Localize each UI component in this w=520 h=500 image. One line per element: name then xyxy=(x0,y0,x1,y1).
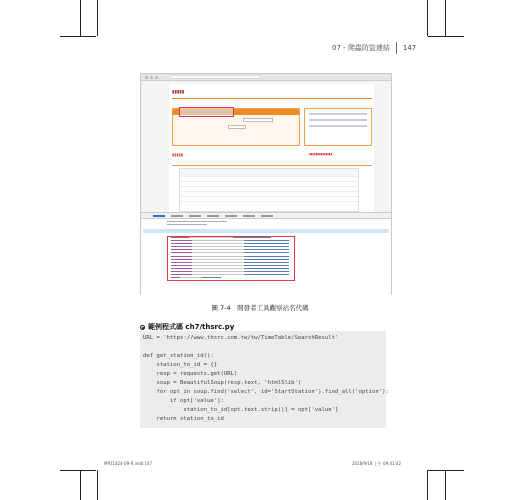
html-line xyxy=(171,259,289,260)
crop-mark xyxy=(80,0,81,36)
crop-mark xyxy=(427,0,428,36)
html-line xyxy=(167,221,227,222)
html-line xyxy=(171,265,289,266)
html-line xyxy=(171,268,289,269)
crop-mark xyxy=(60,36,96,37)
html-line xyxy=(171,262,289,263)
browser-toolbar xyxy=(141,74,391,81)
crop-mark xyxy=(428,36,464,37)
devtools-tab xyxy=(225,215,237,217)
result-link: ▮▮▮▮▮▮▮▮▮▮▮▮▮▮ xyxy=(309,152,333,156)
side-panel xyxy=(304,108,372,146)
address-bar xyxy=(170,75,260,79)
time-field xyxy=(228,125,246,129)
html-line xyxy=(167,224,207,225)
devtools-tab xyxy=(243,215,255,217)
html-line xyxy=(171,274,289,275)
html-line xyxy=(171,249,289,250)
html-tree xyxy=(167,221,227,227)
footer-file-info: MP21824-09-R.indd 147 xyxy=(104,461,153,466)
table-row xyxy=(180,197,358,202)
html-line xyxy=(171,237,271,238)
footer-timestamp: 2018/9/18 上午 09:41:42 xyxy=(352,461,402,466)
html-line xyxy=(171,271,289,272)
figure-caption: 圖 7-4 開發者工具觀察站名代碼 xyxy=(211,304,309,312)
crop-mark xyxy=(97,470,98,500)
crop-mark xyxy=(60,470,96,471)
result-table xyxy=(179,168,359,212)
chapter-title: 07 - 爬蟲防盜連結 xyxy=(332,44,390,52)
option-elements xyxy=(171,237,289,280)
code-line: resp = requests.get(URL) xyxy=(143,371,238,377)
code-line: return station_to_id xyxy=(143,416,224,422)
result-heading: ▮▮▮▮▮ xyxy=(172,152,184,157)
window-control-icon xyxy=(155,76,158,79)
side-panel-line xyxy=(309,113,367,115)
site-heading: ▮▮▮▮▮ xyxy=(172,90,185,95)
devtools-panel xyxy=(141,212,391,295)
site-divider xyxy=(172,98,372,99)
figure-screenshot xyxy=(140,73,392,295)
table-row xyxy=(180,169,358,177)
code-line: station_to_id[opt.text.strip()] = opt['value'] xyxy=(143,407,339,413)
html-line xyxy=(171,256,289,257)
html-line xyxy=(171,246,289,247)
website-view xyxy=(169,84,374,214)
disc-bullet-icon xyxy=(140,325,145,330)
side-panel-line xyxy=(309,119,367,121)
html-line xyxy=(171,240,289,241)
date-field xyxy=(243,118,273,122)
code-line: URL = 'https://www.thsrc.com.tw/tw/TimeTable/SearchResult' xyxy=(143,335,339,341)
crop-mark xyxy=(97,0,98,36)
side-panel-line xyxy=(309,125,367,127)
crop-mark xyxy=(445,0,446,36)
crop-mark xyxy=(428,470,464,471)
code-line: soup = BeautifulSoup(resp.text, 'html5lib') xyxy=(143,380,302,386)
page-number: 147 xyxy=(402,44,417,52)
code-line: if opt['value']: xyxy=(143,398,224,404)
crop-mark xyxy=(80,470,81,500)
selected-element-row xyxy=(143,229,389,233)
html-line xyxy=(171,243,289,244)
station-dropdown-highlight xyxy=(179,107,234,117)
code-line: for opt in soup.find('select', id='StartStation').find_all('option'): xyxy=(143,389,389,395)
devtools-tab xyxy=(153,215,165,217)
code-block xyxy=(140,331,389,428)
divider xyxy=(396,42,397,54)
window-control-icon xyxy=(145,76,148,79)
code-line: def get_station_id(): xyxy=(143,353,214,359)
devtools-tab xyxy=(189,215,201,217)
html-line xyxy=(171,252,289,253)
crop-mark xyxy=(445,470,446,500)
result-bar xyxy=(172,160,372,166)
devtools-tabs xyxy=(141,213,391,219)
code-line: station_to_id = {} xyxy=(143,362,218,368)
example-title-text: 範例程式碼 ch7/thsrc.py xyxy=(148,323,235,331)
devtools-tab xyxy=(261,215,273,217)
devtools-tab xyxy=(207,215,219,217)
window-control-icon xyxy=(150,76,153,79)
crop-mark xyxy=(427,470,428,500)
devtools-tab xyxy=(171,215,183,217)
html-line xyxy=(171,277,221,278)
running-head xyxy=(332,42,416,54)
